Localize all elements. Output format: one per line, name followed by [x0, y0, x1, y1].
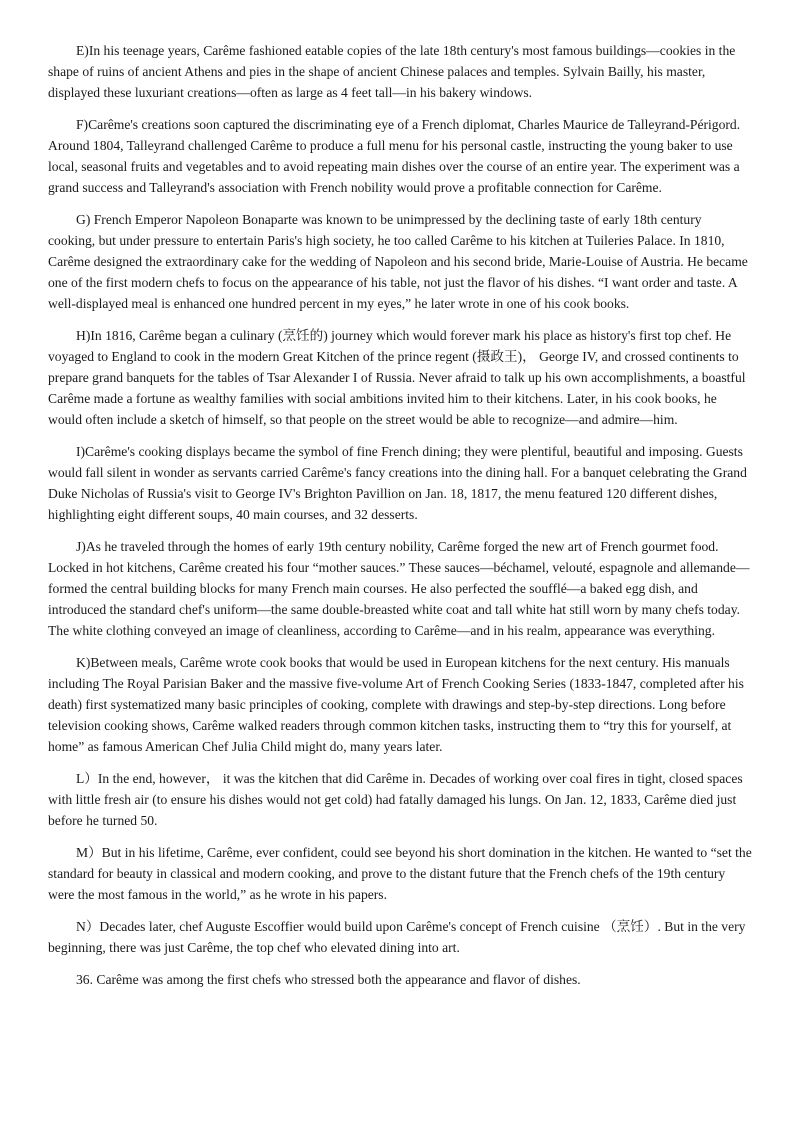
question-36: 36. Carême was among the first chefs who stressed both the appearance and flavor of dishes.: [76, 972, 581, 987]
paragraph-g: G) French Emperor Napoleon Bonaparte was known to be unimpressed by the declining taste of early 18th century cooking, but under pressure to entertain Paris's high society, he too called Carême to his kitchen at Tuileries Palace. In 1810, Carême designed the extraordinary cake for the wedding of Napoleon and his second bride, Marie-Louise of Austria. He became one of the first modern chefs to focus on the appearance of his table, not just the flavor of his dishes. “I want order and taste. A well-displayed meal is enhanced one hundred percent in my eyes,” he later wrote in one of his cook books.: [48, 212, 748, 311]
paragraph-h: H)In 1816, Carême began a culinary (烹饪的) journey which would forever mark his place as history's first top chef. He voyaged to England to cook in the modern Great Kitchen of the prince regent (摄政王)， George IV, and crossed continents to prepare grand banquets for the tables of Tsar Alexander I of Russia. Never afraid to talk up his own accomplishments, a boastful Carême made a fortune as wealthy families with social ambitions invited him to their kitchens. Later, in his cook books, he would often include a sketch of himself, so that people on the street would be able to recognize—and admire—him.: [48, 328, 746, 427]
paragraph-n: N）Decades later, chef Auguste Escoffier would build upon Carême's concept of French cuisine （烹饪）. But in the very beginning, there was just Carême, the top chef who elevated dining into art.: [48, 919, 746, 955]
paragraph-l: L）In the end, however， it was the kitchen that did Carême in. Decades of working over coal fires in tight, closed spaces with little fresh air (to ensure his dishes would not get cold) had fatally damaged his lungs. On Jan. 12, 1833, Carême died just before he turned 50.: [48, 771, 743, 828]
paragraph-i: I)Carême's cooking displays became the symbol of fine French dining; they were plentiful, beautiful and imposing. Guests would fall silent in wonder as servants carried Carême's fancy creations into the dining hall. For a banquet celebrating the Grand Duke Nicholas of Russia's visit to George IV's Brighton Pavillion on Jan. 18, 1817, the menu featured 120 different dishes, highlighting eight different soups, 40 main courses, and 32 desserts.: [48, 444, 747, 522]
paragraph-m: M）But in his lifetime, Carême, ever confident, could see beyond his short domination in the kitchen. He wanted to “set the standard for beauty in classical and modern cooking, and prove to the distant future that the French chefs of the 19th century were the most famous in the world,” as he wrote in his papers.: [48, 845, 752, 902]
paragraph-k: K)Between meals, Carême wrote cook books that would be used in European kitchens for the next century. His manuals including The Royal Parisian Baker and the massive five-volume Art of French Cooking Series (1833-1847, completed after his death) first systematized many basic principles of cooking, complete with drawings and step-by-step directions. Long before television cooking shows, Carême walked readers through common kitchen tasks, instructing them to “try this for yourself, at home” as famous American Chef Julia Child might do, many years later.: [48, 655, 744, 754]
paragraph-e: E)In his teenage years, Carême fashioned eatable copies of the late 18th century's most famous buildings—cookies in the shape of ruins of ancient Athens and pies in the shape of ancient Chinese palaces and temples. Sylvain Bailly, his master, displayed these luxuriant creations—often as large as 4 feet tall—in his bakery windows.: [48, 43, 736, 100]
paragraph-j: J)As he traveled through the homes of early 19th century nobility, Carême forged the new art of French gourmet food. Locked in hot kitchens, Carême created his four “mother sauces.” These sauces—béchamel, velouté, espagnole and allemande—formed the central building blocks for many French main courses. He also perfected the soufflé—a baked egg dish, and introduced the standard chef's uniform—the same double-breasted white coat and tall white hat still worn by many chefs today. The white clothing conveyed an image of cleanliness, according to Carême—and in his realm, appearance was everything.: [48, 539, 750, 638]
paragraph-f: F)Carême's creations soon captured the discriminating eye of a French diplomat, Charles Maurice de Talleyrand-Périgord. Around 1804, Talleyrand challenged Carême to produce a full menu for his personal castle, instructing the young baker to use local, seasonal fruits and vegetables and to avoid repeating main dishes over the course of an entire year. The experiment was a grand success and Talleyrand's association with French nobility would prove a profitable connection for Carême.: [48, 117, 741, 195]
